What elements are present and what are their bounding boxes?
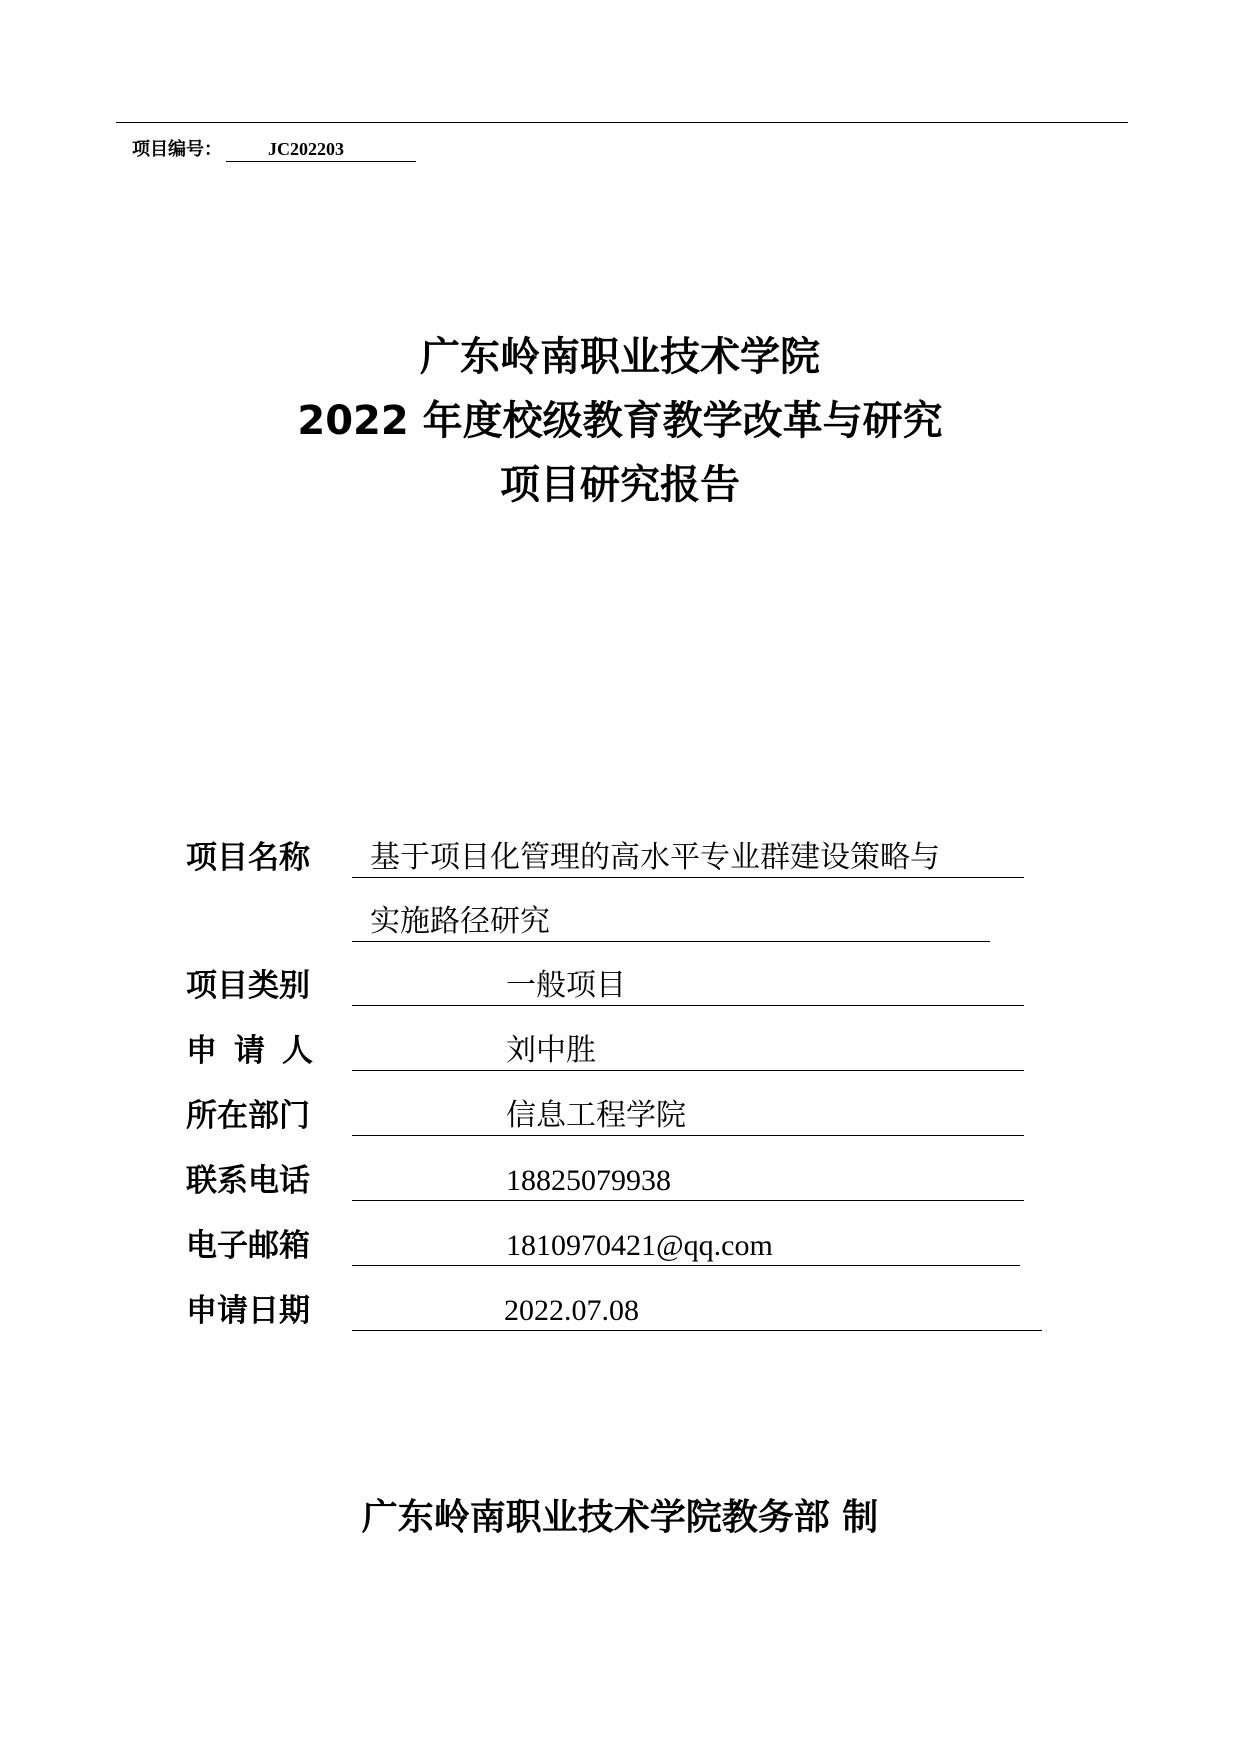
title-line-report: 项目研究报告 <box>500 462 740 508</box>
project-name-value-line1: 基于项目化管理的高水平专业群建设策略与 <box>352 838 1024 878</box>
document-title <box>0 325 1240 517</box>
project-number <box>132 136 416 162</box>
project-category-value: 一般项目 <box>352 966 1024 1006</box>
title-line-program: 2022 年度校级教育教学改革与研究 <box>297 398 943 444</box>
project-name-value-line2: 实施路径研究 <box>352 902 990 942</box>
email-label: 电子邮箱 <box>186 1228 310 1264</box>
project-number-value: JC202203 <box>226 137 416 162</box>
project-name-label: 项目名称 <box>186 840 310 876</box>
department-value: 信息工程学院 <box>352 1096 1024 1136</box>
department-label: 所在部门 <box>186 1098 310 1134</box>
phone-label: 联系电话 <box>186 1163 310 1199</box>
applicant-label: 申请人 <box>186 1033 330 1069</box>
applicant-value: 刘中胜 <box>352 1031 1024 1071</box>
issuer-footer: 广东岭南职业技术学院教务部 制 <box>361 1497 879 1538</box>
project-number-label: 项目编号： <box>132 139 222 160</box>
email-value: 1810970421@qq.com <box>352 1226 1020 1266</box>
project-category-label: 项目类别 <box>186 968 310 1004</box>
title-line-institution: 广东岭南职业技术学院 <box>420 334 820 380</box>
apply-date-label: 申请日期 <box>186 1293 310 1329</box>
header-rule <box>116 122 1128 123</box>
phone-value: 18825079938 <box>352 1161 1024 1201</box>
apply-date-value: 2022.07.08 <box>352 1291 1042 1331</box>
